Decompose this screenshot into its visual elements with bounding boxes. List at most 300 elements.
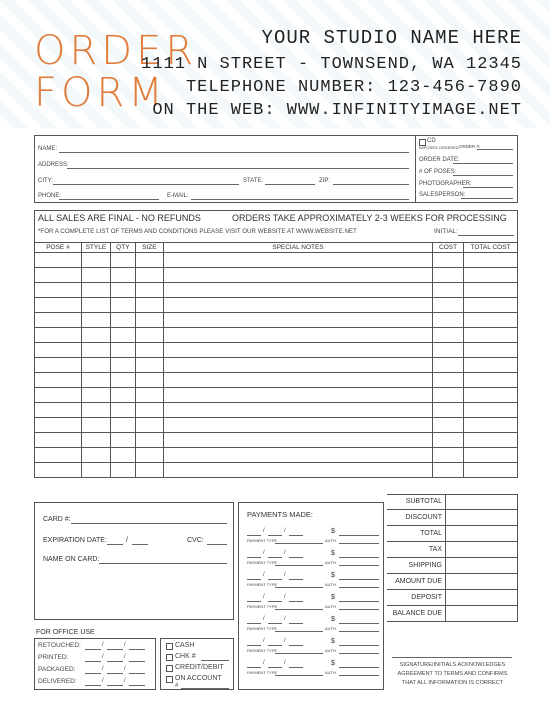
table-cell[interactable] — [35, 388, 82, 403]
table-cell[interactable] — [163, 343, 432, 358]
table-cell[interactable] — [464, 358, 518, 373]
table-row — [35, 448, 518, 463]
cash-label: CASH — [175, 642, 195, 649]
payment-day-field[interactable] — [268, 535, 282, 536]
payment-auth-field[interactable] — [339, 543, 379, 544]
table-cell[interactable] — [81, 298, 110, 313]
payment-slash: / — [284, 638, 286, 644]
payment-auth-field[interactable] — [339, 565, 379, 566]
table-row — [35, 403, 518, 418]
signature-note-line-1: SIGNATURE/INITIALS ACKNOWLEDGES — [399, 662, 506, 668]
office-date-slash: / — [102, 642, 104, 648]
credit-checkbox[interactable] — [166, 665, 173, 672]
order-number-field[interactable] — [477, 149, 513, 150]
totals-value-cell[interactable] — [445, 510, 518, 526]
table-cell[interactable] — [464, 343, 518, 358]
num-poses-field[interactable] — [453, 175, 513, 176]
payment-dollar-sign: $ — [331, 616, 335, 623]
payment-slash: / — [263, 594, 265, 600]
table-cell[interactable] — [81, 253, 110, 268]
table-cell[interactable] — [163, 283, 432, 298]
table-cell[interactable] — [110, 463, 135, 478]
payment-type-field[interactable] — [275, 631, 323, 632]
payment-type-field[interactable] — [275, 653, 323, 654]
state-label: STATE: — [243, 178, 264, 184]
account-number-field[interactable] — [181, 688, 229, 689]
table-cell[interactable] — [163, 403, 432, 418]
table-cell[interactable] — [35, 373, 82, 388]
payment-type-label: PAYMENT TYPE — [247, 582, 278, 587]
table-cell[interactable] — [35, 313, 82, 328]
credit-label: CREDIT/DEBIT — [175, 664, 224, 671]
table-cell[interactable] — [135, 448, 163, 463]
payment-year-field[interactable] — [289, 601, 303, 602]
table-cell[interactable] — [433, 418, 464, 433]
state-field[interactable] — [265, 184, 315, 185]
table-cell[interactable] — [464, 268, 518, 283]
table-cell[interactable] — [35, 448, 82, 463]
table-row — [35, 313, 518, 328]
office-date-slash: / — [102, 654, 104, 660]
studio-address: 1111 N STREET - TOWNSEND, WA 12345 — [141, 55, 522, 74]
col-cost: COST — [433, 243, 464, 253]
payment-amount-field[interactable] — [339, 535, 379, 536]
table-cell[interactable] — [464, 448, 518, 463]
phone-field[interactable] — [59, 199, 159, 200]
table-cell[interactable] — [35, 403, 82, 418]
initial-field[interactable] — [458, 235, 514, 236]
table-cell[interactable] — [433, 358, 464, 373]
check-number-field[interactable] — [201, 660, 229, 661]
office-date-slash: / — [124, 666, 126, 672]
payment-month-field[interactable] — [247, 645, 261, 646]
table-cell[interactable] — [135, 298, 163, 313]
city-field[interactable] — [53, 184, 239, 185]
w-poses-label: W/POSES ORDERED — [419, 145, 459, 150]
table-row — [35, 328, 518, 343]
table-cell[interactable] — [464, 463, 518, 478]
table-cell[interactable] — [81, 463, 110, 478]
table-cell[interactable] — [135, 463, 163, 478]
table-cell[interactable] — [135, 268, 163, 283]
table-cell[interactable] — [433, 298, 464, 313]
table-cell[interactable] — [433, 268, 464, 283]
account-checkbox[interactable] — [166, 676, 173, 683]
totals-label: TOTAL — [420, 530, 442, 537]
table-row — [35, 433, 518, 448]
table-cell[interactable] — [35, 433, 82, 448]
totals-value-cell[interactable] — [445, 606, 518, 622]
table-cell[interactable] — [135, 433, 163, 448]
totals-row — [387, 606, 518, 622]
studio-telephone: TELEPHONE NUMBER: 123-456-7890 — [185, 78, 522, 97]
table-cell[interactable] — [433, 463, 464, 478]
payment-day-field[interactable] — [268, 667, 282, 668]
office-date-slash: / — [124, 642, 126, 648]
table-cell[interactable] — [35, 343, 82, 358]
payment-day-field[interactable] — [268, 579, 282, 580]
payment-amount-field[interactable] — [339, 645, 379, 646]
payment-dollar-sign: $ — [331, 572, 335, 579]
expiration-month-field[interactable] — [107, 544, 123, 545]
office-use-title: FOR OFFICE USE — [36, 629, 95, 636]
table-cell[interactable] — [135, 373, 163, 388]
payment-dollar-sign: $ — [331, 594, 335, 601]
payment-slash: / — [284, 616, 286, 622]
table-header-row — [35, 243, 518, 253]
payment-amount-field[interactable] — [339, 601, 379, 602]
payment-auth-field[interactable] — [339, 609, 379, 610]
payment-entry — [239, 549, 385, 569]
payment-entry — [239, 637, 385, 657]
office-packaged-date-field[interactable] — [107, 673, 123, 674]
order-date-label: ORDER DATE: — [419, 157, 460, 163]
table-cell[interactable] — [81, 358, 110, 373]
account-label: ON ACCOUNT — [175, 675, 222, 682]
table-cell[interactable] — [464, 373, 518, 388]
table-cell[interactable] — [433, 253, 464, 268]
table-cell[interactable] — [163, 268, 432, 283]
office-date-slash: / — [124, 678, 126, 684]
office-packaged-date-field[interactable] — [129, 673, 145, 674]
studio-name: YOUR STUDIO NAME HERE — [261, 27, 522, 49]
table-cell[interactable] — [163, 373, 432, 388]
payment-slash: / — [284, 550, 286, 556]
payment-type-field[interactable] — [275, 543, 323, 544]
payment-auth-field[interactable] — [339, 631, 379, 632]
payment-day-field[interactable] — [268, 645, 282, 646]
totals-value-cell[interactable] — [445, 542, 518, 558]
payment-month-field[interactable] — [247, 667, 261, 668]
table-cell[interactable] — [110, 283, 135, 298]
office-delivered-date-field[interactable] — [129, 685, 145, 686]
office-retouched-label: RETOUCHED: — [38, 642, 81, 649]
table-row — [35, 418, 518, 433]
table-cell[interactable] — [135, 388, 163, 403]
payment-year-field[interactable] — [289, 579, 303, 580]
check-label: CHK # — [175, 653, 196, 660]
totals-label: SUBTOTAL — [405, 498, 442, 505]
table-cell[interactable] — [433, 373, 464, 388]
table-cell[interactable] — [135, 313, 163, 328]
table-cell[interactable] — [163, 313, 432, 328]
table-cell[interactable] — [135, 403, 163, 418]
table-cell[interactable] — [163, 328, 432, 343]
payment-type-label: PAYMENT TYPE — [247, 560, 278, 565]
payment-slash: / — [284, 528, 286, 534]
payment-year-field[interactable] — [289, 645, 303, 646]
table-cell[interactable] — [110, 418, 135, 433]
totals-value-cell[interactable] — [445, 494, 518, 510]
table-cell[interactable] — [464, 298, 518, 313]
payment-entry — [239, 571, 385, 591]
photographer-field[interactable] — [463, 187, 513, 188]
table-cell[interactable] — [433, 433, 464, 448]
payment-type-label: PAYMENT TYPE — [247, 648, 278, 653]
col-size: SIZE — [135, 243, 163, 253]
table-cell[interactable] — [135, 358, 163, 373]
payment-auth-label: AUTH — [325, 582, 336, 587]
notice-top-rule — [34, 210, 518, 211]
table-cell[interactable] — [163, 358, 432, 373]
table-cell[interactable] — [464, 418, 518, 433]
totals-value-cell[interactable] — [445, 526, 518, 542]
table-cell[interactable] — [464, 283, 518, 298]
col-special-notes: SPECIAL NOTES — [163, 243, 432, 253]
payments-title: PAYMENTS MADE: — [247, 510, 313, 519]
name-on-card-field[interactable] — [99, 563, 227, 564]
payment-auth-field[interactable] — [339, 675, 379, 676]
table-cell[interactable] — [135, 283, 163, 298]
office-retouched-date-field[interactable] — [107, 649, 123, 650]
cvc-field[interactable] — [207, 544, 227, 545]
payment-day-field[interactable] — [268, 601, 282, 602]
table-cell[interactable] — [35, 418, 82, 433]
customer-info-box — [34, 135, 518, 203]
payment-slash: / — [263, 660, 265, 666]
table-cell[interactable] — [35, 358, 82, 373]
table-cell[interactable] — [110, 388, 135, 403]
table-cell[interactable] — [81, 418, 110, 433]
table-cell[interactable] — [81, 373, 110, 388]
table-cell[interactable] — [433, 313, 464, 328]
table-cell[interactable] — [110, 253, 135, 268]
col-qty: QTY — [110, 243, 135, 253]
expiration-label: EXPIRATION DATE: — [43, 537, 107, 544]
table-cell[interactable] — [464, 253, 518, 268]
payment-day-field[interactable] — [268, 623, 282, 624]
table-cell[interactable] — [433, 388, 464, 403]
table-cell[interactable] — [81, 403, 110, 418]
table-row — [35, 358, 518, 373]
col-style: STYLE — [81, 243, 110, 253]
totals-value-cell[interactable] — [445, 574, 518, 590]
totals-value-cell[interactable] — [445, 590, 518, 606]
payment-type-field[interactable] — [275, 587, 323, 588]
items-table-body — [35, 253, 518, 478]
notice-terms: *FOR A COMPLETE LIST OF TERMS AND CONDITIONS PLEASE VISIT OUR WEBSITE AT WWW.WEBSITE.NET — [38, 228, 357, 235]
table-cell[interactable] — [81, 433, 110, 448]
customer-divider — [415, 136, 416, 202]
name-label: NAME: — [38, 146, 58, 152]
phone-label: PHONE: — [38, 193, 62, 199]
table-cell[interactable] — [433, 403, 464, 418]
city-label: CITY: — [38, 178, 54, 184]
payment-amount-field[interactable] — [339, 623, 379, 624]
table-cell[interactable] — [81, 268, 110, 283]
payments-box — [238, 502, 384, 690]
table-cell[interactable] — [464, 433, 518, 448]
expiration-slash: / — [126, 537, 128, 544]
items-table — [34, 242, 518, 478]
table-cell[interactable] — [81, 343, 110, 358]
totals-label: DISCOUNT — [405, 514, 442, 521]
office-date-slash: / — [124, 654, 126, 660]
address-field[interactable] — [67, 168, 409, 169]
payment-auth-label: AUTH — [325, 538, 336, 543]
table-cell[interactable] — [163, 433, 432, 448]
payment-auth-label: AUTH — [325, 626, 336, 631]
office-date-slash: / — [102, 666, 104, 672]
payment-amount-field[interactable] — [339, 667, 379, 668]
payment-month-field[interactable] — [247, 579, 261, 580]
title-line-2: FORM — [34, 70, 167, 116]
table-cell[interactable] — [464, 388, 518, 403]
table-cell[interactable] — [135, 328, 163, 343]
table-cell[interactable] — [163, 448, 432, 463]
table-cell[interactable] — [163, 463, 432, 478]
totals-label: TAX — [428, 546, 442, 553]
totals-row — [387, 526, 518, 542]
table-cell[interactable] — [110, 433, 135, 448]
email-label: E-MAIL: — [167, 193, 189, 199]
totals-row — [387, 542, 518, 558]
account-hash: # — [175, 683, 179, 689]
table-cell[interactable] — [163, 253, 432, 268]
table-cell[interactable] — [110, 298, 135, 313]
table-cell[interactable] — [433, 343, 464, 358]
notice-processing: ORDERS TAKE APPROXIMATELY 2-3 WEEKS FOR PROCESSING — [232, 213, 507, 223]
email-field[interactable] — [191, 199, 409, 200]
table-cell[interactable] — [35, 253, 82, 268]
table-cell[interactable] — [163, 388, 432, 403]
payment-dollar-sign: $ — [331, 638, 335, 645]
table-cell[interactable] — [35, 463, 82, 478]
table-cell[interactable] — [464, 313, 518, 328]
office-delivered-date-field[interactable] — [107, 685, 123, 686]
table-cell[interactable] — [81, 388, 110, 403]
table-cell[interactable] — [81, 448, 110, 463]
table-cell[interactable] — [35, 328, 82, 343]
payment-month-field[interactable] — [247, 601, 261, 602]
payment-auth-field[interactable] — [339, 587, 379, 588]
payment-year-field[interactable] — [289, 667, 303, 668]
salesperson-label: SALESPERSON: — [419, 192, 466, 198]
col-total-cost: TOTAL COST — [464, 243, 518, 253]
expiration-year-field[interactable] — [132, 544, 148, 545]
office-use-box — [34, 638, 156, 690]
totals-row — [387, 494, 518, 510]
table-cell[interactable] — [110, 373, 135, 388]
payment-dollar-sign: $ — [331, 660, 335, 667]
payment-year-field[interactable] — [289, 623, 303, 624]
totals-label: AMOUNT DUE — [395, 578, 442, 585]
payment-amount-field[interactable] — [339, 579, 379, 580]
table-cell[interactable] — [110, 403, 135, 418]
payment-type-field[interactable] — [275, 675, 323, 676]
payment-type-field[interactable] — [275, 609, 323, 610]
table-cell[interactable] — [110, 268, 135, 283]
office-printed-date-field[interactable] — [129, 661, 145, 662]
table-cell[interactable] — [135, 253, 163, 268]
notice-final: ALL SALES ARE FINAL - NO REFUNDS — [38, 213, 201, 223]
zip-label: ZIP: — [319, 178, 331, 184]
office-retouched-date-field[interactable] — [85, 649, 101, 650]
totals-row — [387, 574, 518, 590]
num-poses-label: # OF POSES: — [419, 169, 457, 175]
address-label: ADDRESS: — [38, 162, 69, 168]
payment-amount-field[interactable] — [339, 557, 379, 558]
table-cell[interactable] — [464, 328, 518, 343]
payment-type-label: PAYMENT TYPE — [247, 604, 278, 609]
table-cell[interactable] — [163, 418, 432, 433]
col-pose: POSE # — [35, 243, 82, 253]
payment-entry — [239, 593, 385, 613]
table-cell[interactable] — [110, 358, 135, 373]
table-cell[interactable] — [81, 313, 110, 328]
table-cell[interactable] — [110, 448, 135, 463]
payment-day-field[interactable] — [268, 557, 282, 558]
payment-entry — [239, 615, 385, 635]
payment-slash: / — [263, 528, 265, 534]
office-printed-date-field[interactable] — [85, 661, 101, 662]
office-packaged-label: PACKAGED: — [38, 666, 76, 673]
payment-auth-field[interactable] — [339, 653, 379, 654]
zip-field[interactable] — [333, 184, 409, 185]
payment-type-label: PAYMENT TYPE — [247, 538, 278, 543]
table-cell[interactable] — [35, 298, 82, 313]
cash-checkbox[interactable] — [166, 643, 173, 650]
table-cell[interactable] — [35, 268, 82, 283]
table-cell[interactable] — [163, 298, 432, 313]
payment-auth-label: AUTH — [325, 648, 336, 653]
table-cell[interactable] — [81, 328, 110, 343]
payment-month-field[interactable] — [247, 557, 261, 558]
salesperson-field[interactable] — [461, 198, 513, 199]
table-cell[interactable] — [464, 403, 518, 418]
totals-label: SHIPPING — [408, 562, 442, 569]
initial-label: INITIAL: — [434, 228, 458, 235]
table-cell[interactable] — [135, 343, 163, 358]
office-retouched-date-field[interactable] — [129, 649, 145, 650]
table-cell[interactable] — [433, 328, 464, 343]
table-cell[interactable] — [110, 343, 135, 358]
studio-web: ON THE WEB: WWW.INFINITYIMAGE.NET — [152, 101, 522, 120]
notice-left-rule — [34, 210, 35, 242]
table-cell[interactable] — [35, 283, 82, 298]
payment-month-field[interactable] — [247, 623, 261, 624]
check-checkbox[interactable] — [166, 654, 173, 661]
payment-month-field[interactable] — [247, 535, 261, 536]
name-on-card-label: NAME ON CARD: — [43, 556, 100, 563]
payment-slash: / — [263, 550, 265, 556]
signature-field[interactable] — [392, 657, 512, 658]
payment-type-label: PAYMENT TYPE — [247, 670, 278, 675]
payment-year-field[interactable] — [289, 557, 303, 558]
name-field[interactable] — [59, 152, 409, 153]
table-cell[interactable] — [81, 283, 110, 298]
payment-type-field[interactable] — [275, 565, 323, 566]
totals-value-cell[interactable] — [445, 558, 518, 574]
payment-auth-label: AUTH — [325, 670, 336, 675]
table-cell[interactable] — [433, 283, 464, 298]
card-box — [34, 502, 234, 620]
table-cell[interactable] — [433, 448, 464, 463]
table-cell[interactable] — [110, 328, 135, 343]
office-delivered-date-field[interactable] — [85, 685, 101, 686]
table-cell[interactable] — [135, 418, 163, 433]
card-number-field[interactable] — [71, 523, 227, 524]
order-date-field[interactable] — [453, 163, 513, 164]
payment-year-field[interactable] — [289, 535, 303, 536]
signature-note-line-3: THAT ALL INFORMATION IS CORRECT — [401, 680, 504, 686]
office-packaged-date-field[interactable] — [85, 673, 101, 674]
table-cell[interactable] — [110, 313, 135, 328]
payment-slash: / — [263, 616, 265, 622]
office-printed-date-field[interactable] — [107, 661, 123, 662]
notice-right-rule — [517, 210, 518, 242]
payment-entry — [239, 527, 385, 547]
